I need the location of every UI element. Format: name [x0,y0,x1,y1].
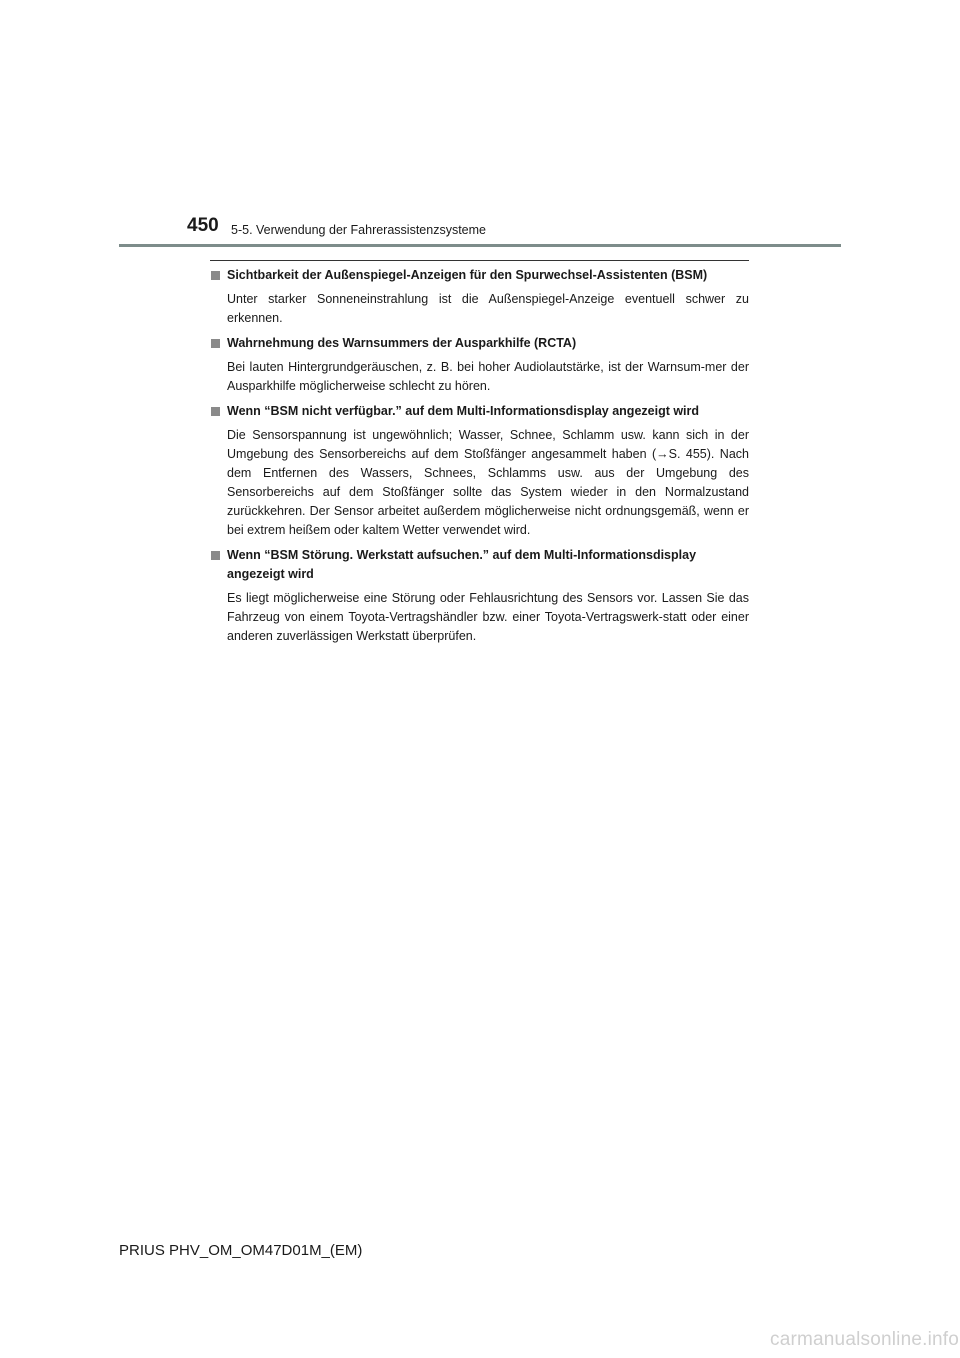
footer-document-id: PRIUS PHV_OM_OM47D01M_(EM) [119,1242,363,1259]
bullet-square-icon [211,271,220,280]
note-heading [210,546,749,584]
content [210,266,749,652]
note-heading-text: Wahrnehmung des Warnsummers der Ausparkhilfe (RCTA) [227,336,577,350]
note-heading-text: Wenn “BSM Störung. Werkstatt aufsuchen.” auf dem Multi-Informationsdisplay angezeigt wird [227,548,697,581]
note-item [210,546,749,646]
note-item [210,266,749,328]
page-number: 450 [187,215,219,236]
section-title: 5-5. Verwendung der Fahrerassistenzsysteme [231,223,486,237]
note-body: Es liegt möglicherweise eine Störung oder Fehlausrichtung des Sensors vor. Lassen Sie das Fahrzeug von einem Toyota-Vertragshändler bzw. einer Toyota-Vertragswerk-statt oder einer anderen zuverlässigen Werkstatt überprüfen. [227,591,749,643]
header-rule [119,244,841,247]
note-body: Die Sensorspannung ist ungewöhnlich; Wasser, Schnee, Schlamm usw. kann sich in der Umgebung des Sensorbereichs auf dem Stoßfänger angesammelt haben (→S. 455). Nach dem Entfernen des Wassers, Schnees, Schlamms usw. aus der Umgebung des Sensorbereichs auf dem Stoßfänger sollte das System wieder in den Normalzustand zurückkehren. Der Sensor arbeitet außerdem möglicherweise nicht ordnungsgemäß, wenn er bei extrem heißem oder kaltem Wetter verwendet wird. [227,428,749,537]
note-heading-text: Wenn “BSM nicht verfügbar.” auf dem Multi-Informationsdisplay angezeigt wird [227,404,700,418]
bullet-square-icon [211,407,220,416]
note-body: Unter starker Sonneneinstrahlung ist die Außenspiegel-Anzeige eventuell schwer zu erkennen. [227,292,749,325]
content-rule [210,260,749,261]
note-heading-text: Sichtbarkeit der Außenspiegel-Anzeigen für den Spurwechsel-Assistenten (BSM) [227,268,708,282]
note-heading [210,402,749,421]
bullet-square-icon [211,339,220,348]
bullet-square-icon [211,551,220,560]
note-item [210,402,749,540]
note-item [210,334,749,396]
note-heading [210,266,749,285]
watermark: carmanualsonline.info [770,1329,960,1350]
note-heading [210,334,749,353]
note-body: Bei lauten Hintergrundgeräuschen, z. B. bei hoher Audiolautstärke, ist der Warnsum-mer der Ausparkhilfe möglicherweise schlecht zu hören. [227,360,749,393]
